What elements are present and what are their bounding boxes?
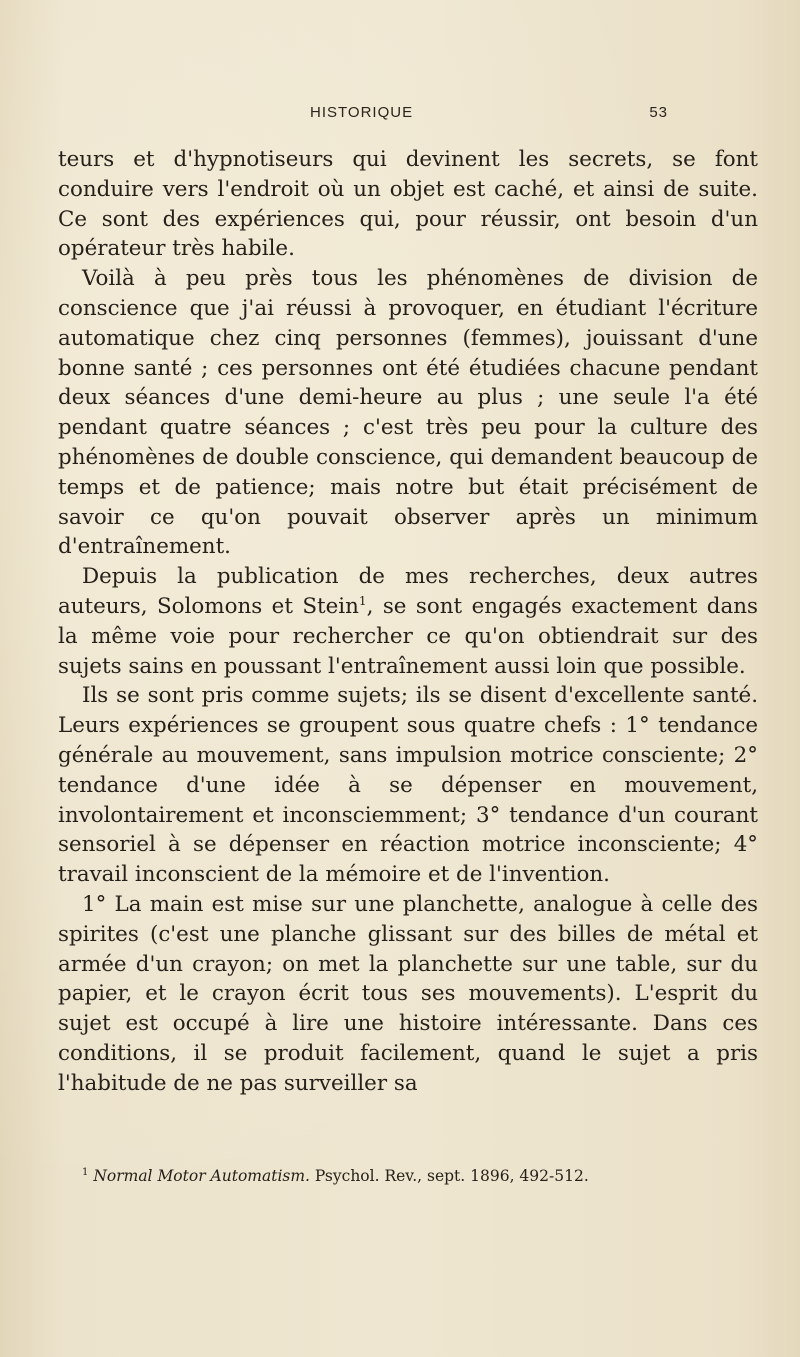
footnote-reference: 1 <box>358 593 367 608</box>
running-title: HISTORIQUE <box>310 104 414 121</box>
paragraph-text: 1° La main est mise sur une planchette, analogue à celle des spirites (c'est une planche glissant sur des billes de métal et armée d'un crayon; on met la planchette sur une table, sur du papier, et le crayon écrit tous ses mouvements). L'esprit du sujet est occupé à lire une histoire intéressante. Dans ces conditions, il se produit facilement, quand le sujet a pris l'habitude de ne pas surveiller sa <box>58 891 758 1096</box>
paragraph-text-continued: , se sont engagés exactement dans la même voie pour rechercher ce qu'on obtiendrait sur des sujets sains en poussant l'entraînement aussi loin que possible. <box>58 593 758 679</box>
footnote-title: Normal Motor Automatism. <box>93 1167 310 1185</box>
paragraph-text: teurs et d'hypnotiseurs qui devinent les secrets, se font conduire vers l'endroit où un objet est caché, et ainsi de suite. Ce sont des expériences qui, pour réussir, ont besoin d'un opérateur très habile. <box>58 147 758 262</box>
paragraph-text: Depuis la publication de mes recherches, deux autres auteurs, Solomons et Stein <box>58 564 758 619</box>
paragraph-5 <box>58 890 758 1099</box>
footnote-citation: Psychol. Rev., sept. 1896, 492-512. <box>314 1167 589 1185</box>
paragraph-4 <box>58 681 758 890</box>
paragraph-3 <box>58 562 758 681</box>
paragraph-2 <box>58 264 758 562</box>
paragraph-text: Voilà à peu près tous les phénomènes de division de conscience que j'ai réussi à provoquer, en étudiant l'écriture automatique chez cinq personnes (femmes), jouissant d'une bonne santé ; ces personnes ont été étudiées chacune pendant deux séances d'une demi-heure au plus ; une seule l'a été pendant quatre séances ; c'est très peu pour la culture des phénomènes de double conscience, qui demandent beaucoup de temps et de patience; mais notre but était précisément de savoir ce qu'on pouvait observer après un minimum d'entraînement. <box>58 266 758 560</box>
footnote-mark: 1 <box>82 1166 89 1178</box>
body-text <box>58 145 758 1099</box>
running-header <box>310 102 710 128</box>
page-number: 53 <box>649 104 668 121</box>
footnote <box>60 1166 760 1186</box>
paragraph-text: Ils se sont pris comme sujets; ils se disent d'excellente santé. Leurs expériences se groupent sous quatre chefs : 1° tendance générale au mouvement, sans impulsion motrice consciente; 2° tendance d'une idée à se dépenser en mouvement, involontairement et inconsciemment; 3° tendance d'un courant sensoriel à se dépenser en réaction motrice inconsciente; 4° travail inconscient de la mémoire et de l'invention. <box>58 683 758 888</box>
paragraph-1 <box>58 145 758 264</box>
